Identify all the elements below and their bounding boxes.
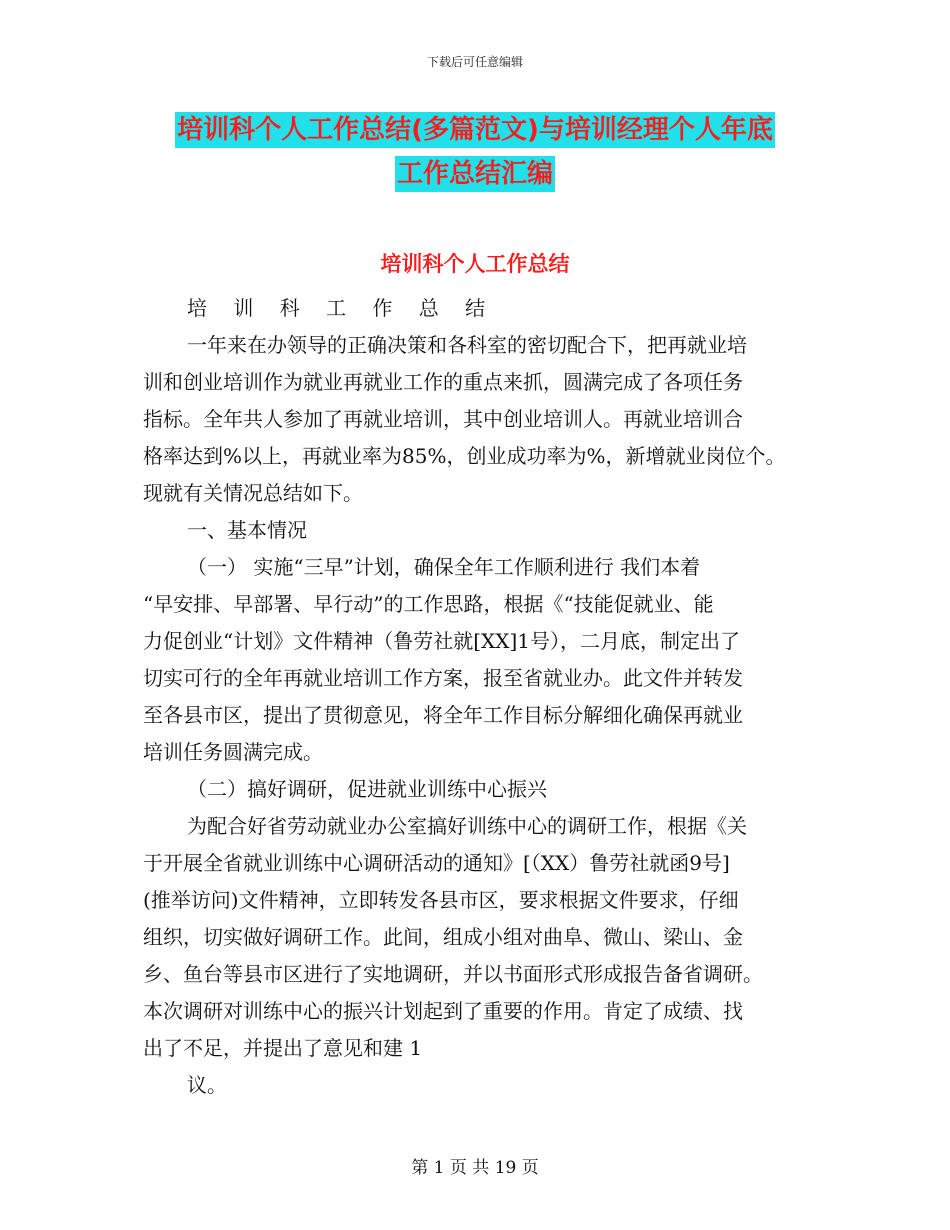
title-line-2-wrap <box>0 156 950 192</box>
document-title-line-2: 工作总结汇编 <box>395 156 555 192</box>
body-line: 乡、鱼台等县市区进行了实地调研，并以书面形式形成报告备省调研。 <box>143 962 763 986</box>
body-line: 培训任务圆满完成。 <box>143 740 323 764</box>
body-line: 格率达到%以上，再就业率为85%，创业成功率为%，新增就业岗位个。 <box>143 444 786 468</box>
section-subtitle: 培训科个人工作总结 <box>380 252 570 276</box>
body-line: 力促创业“计划》文件精神（鲁劳社就[XX]1号），二月底，制定出了 <box>143 629 741 653</box>
body-line: 议。 <box>187 1073 227 1097</box>
body-line: 一年来在办领导的正确决策和各科室的密切配合下，把再就业培 <box>187 333 747 357</box>
body-line: 培 训 科 工 作 总 结 <box>187 296 496 320</box>
body-line: 一、基本情况 <box>187 518 307 542</box>
body-line: (推举访问)文件精神，立即转发各县市区，要求根据文件要求，仔细 <box>143 888 739 912</box>
body-line: （一） 实施“三早”计划，确保全年工作顺利进行 我们本着 <box>187 555 701 579</box>
document-title-line-1: 培训科个人工作总结(多篇范文)与培训经理个人年底 <box>175 112 775 148</box>
body-line: 组织，切实做好调研工作。此间，组成小组对曲阜、微山、梁山、金 <box>143 925 743 949</box>
document-body <box>143 290 803 1104</box>
body-line: 于开展全省就业训练中心调研活动的通知》[（XX）鲁劳社就函9号] <box>143 851 730 875</box>
page-footer: 第 1 页 共 19 页 <box>411 1158 539 1178</box>
body-line: 至各县市区，提出了贯彻意见，将全年工作目标分解细化确保再就业 <box>143 703 743 727</box>
body-line: “早安排、早部署、早行动”的工作思路，根据《“技能促就业、能 <box>143 592 714 616</box>
body-line: （二）搞好调研，促进就业训练中心振兴 <box>187 777 547 801</box>
body-line: 训和创业培训作为就业再就业工作的重点来抓，圆满完成了各项任务 <box>143 370 743 394</box>
body-line: 出了不足，并提出了意见和建 1 <box>143 1036 423 1060</box>
body-line: 本次调研对训练中心的振兴计划起到了重要的作用。肯定了成绩、找 <box>143 999 743 1023</box>
header-note: 下载后可任意编辑 <box>426 55 523 69</box>
body-line: 现就有关情况总结如下。 <box>143 481 363 505</box>
title-line-1-wrap <box>0 112 950 148</box>
body-line: 为配合好省劳动就业办公室搞好训练中心的调研工作，根据《关 <box>187 814 747 838</box>
body-line: 切实可行的全年再就业培训工作方案，报至省就业办。此文件并转发 <box>143 666 743 690</box>
body-line: 指标。全年共人参加了再就业培训，其中创业培训人。再就业培训合 <box>143 407 743 431</box>
